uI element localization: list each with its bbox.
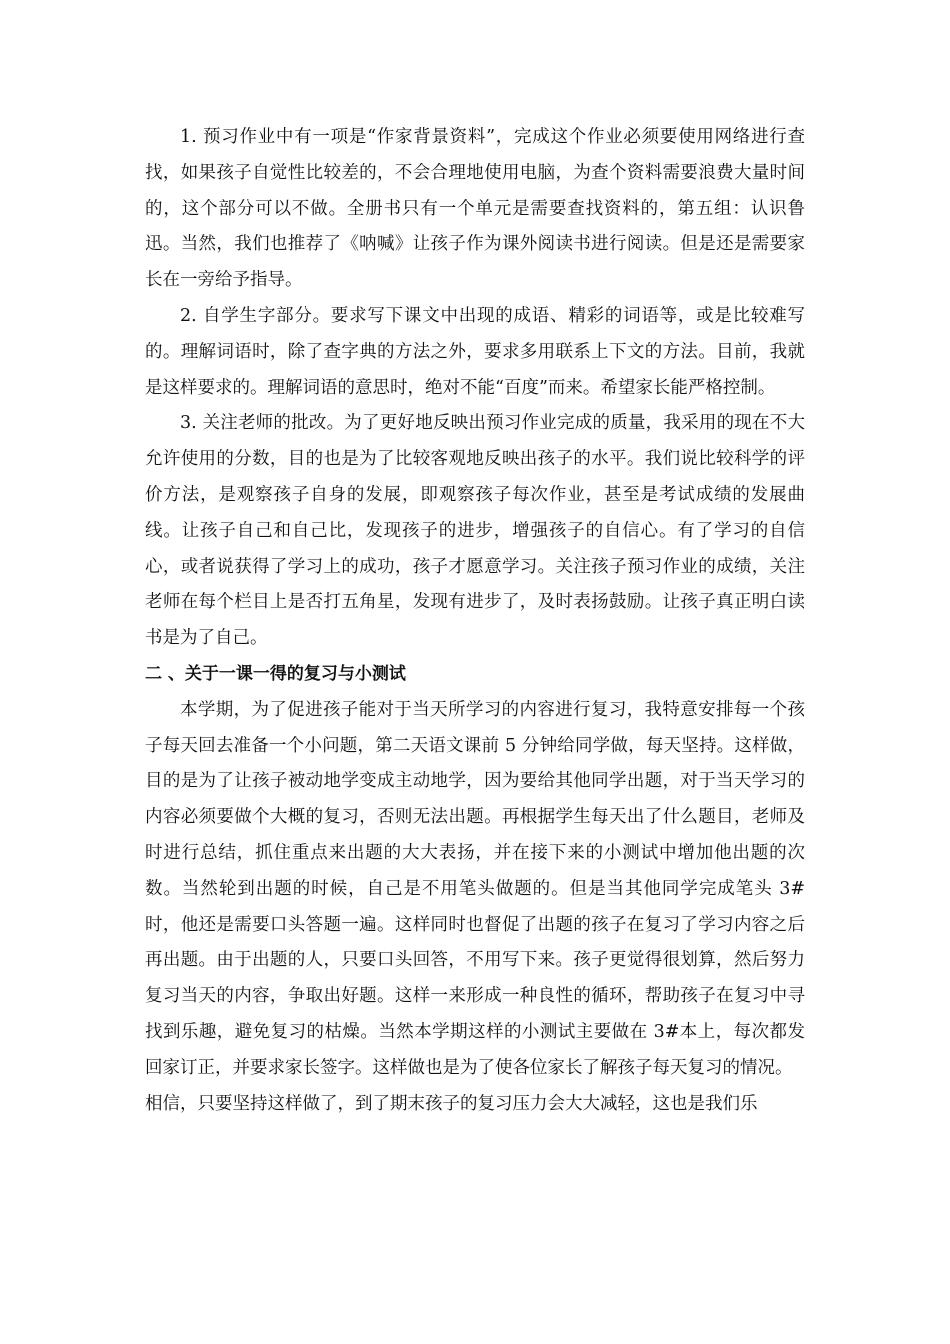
- document-body: [145, 120, 805, 1122]
- paragraph-conclusion: 相信，只要坚持这样做了，到了期末孩子的复习压力会大大减轻，这也是我们乐: [145, 1093, 758, 1114]
- paragraph-daily-review: 本学期，为了促进孩子能对于当天所学习的内容进行复习，我特意安排每一个孩子每天回去准备一个小问题，第二天语文课前 5 分钟给同学做，每天坚持。这样做，目的是为了让孩子被动地学变成主动地学，因为要给其他同学出题，对于当天学习的内容必须要做个大概的复习，否则无法出题。再根据学生每天出了什么题目，老师及时进行总结，抓住重点来出题的大大表扬，并在接下来的小测试中增加他出题的次数。当然轮到出题的时候，自己是不用笔头做题的。但是当其他同学完成笔头 3#时，他还是需要口头答题一遍。这样同时也督促了出题的孩子在复习了学习内容之后再出题。由于出题的人，只要口头回答，不用写下来。孩子更觉得很划算，然后努力复习当天的内容，争取出好题。这样一来形成一种良性的循环，帮助孩子在复习中寻找到乐趣，避免复习的枯燥。当然本学期这样的小测试主要做在 3#本上，每次都发回家订正，并要求家长签字。这样做也是为了使各位家长了解孩子每天复习的情况。: [145, 699, 805, 1078]
- section-heading-review-and-quiz: 二 、关于一课一得的复习与小测试: [145, 663, 406, 684]
- paragraph-preview-homework-background: 1. 预习作业中有一项是“作家背景资料”，完成这个作业必须要使用网络进行查找，如果孩子自觉性比较差的，不会合理地使用电脑，为查个资料需要浪费大量时间的，这个部分可以不做。全册书只有一个单元是需要查找资料的，第五组：认识鲁迅。当然，我们也推荐了《呐喊》让孩子作为课外阅读书进行阅读。但是还是需要家长在一旁给予指导。: [145, 127, 805, 291]
- paragraph-teacher-grading: 3. 关注老师的批改。为了更好地反映出预习作业完成的质量，我采用的现在不大允许使用的分数，目的也是为了比较客观地反映出孩子的水平。我们说比较科学的评价方法，是观察孩子自身的发展，即观察孩子每次作业，甚至是考试成绩的发展曲线。让孩子自己和自己比，发现孩子的进步，增强孩子的自信心。有了学习的自信心，或者说获得了学习上的成功，孩子才愿意学习。关注孩子预习作业的成绩，关注老师在每个栏目上是否打五角星，发现有进步了，及时表扬鼓励。让孩子真正明白读书是为了自己。: [145, 413, 805, 649]
- paragraph-self-study-characters: 2. 自学生字部分。要求写下课文中出现的成语、精彩的词语等，或是比较难写的。理解词语时，除了查字典的方法之外，要求多用联系上下文的方法。目前，我就是这样要求的。理解词语的意思时，绝对不能“百度”而来。希望家长能严格控制。: [145, 305, 805, 398]
